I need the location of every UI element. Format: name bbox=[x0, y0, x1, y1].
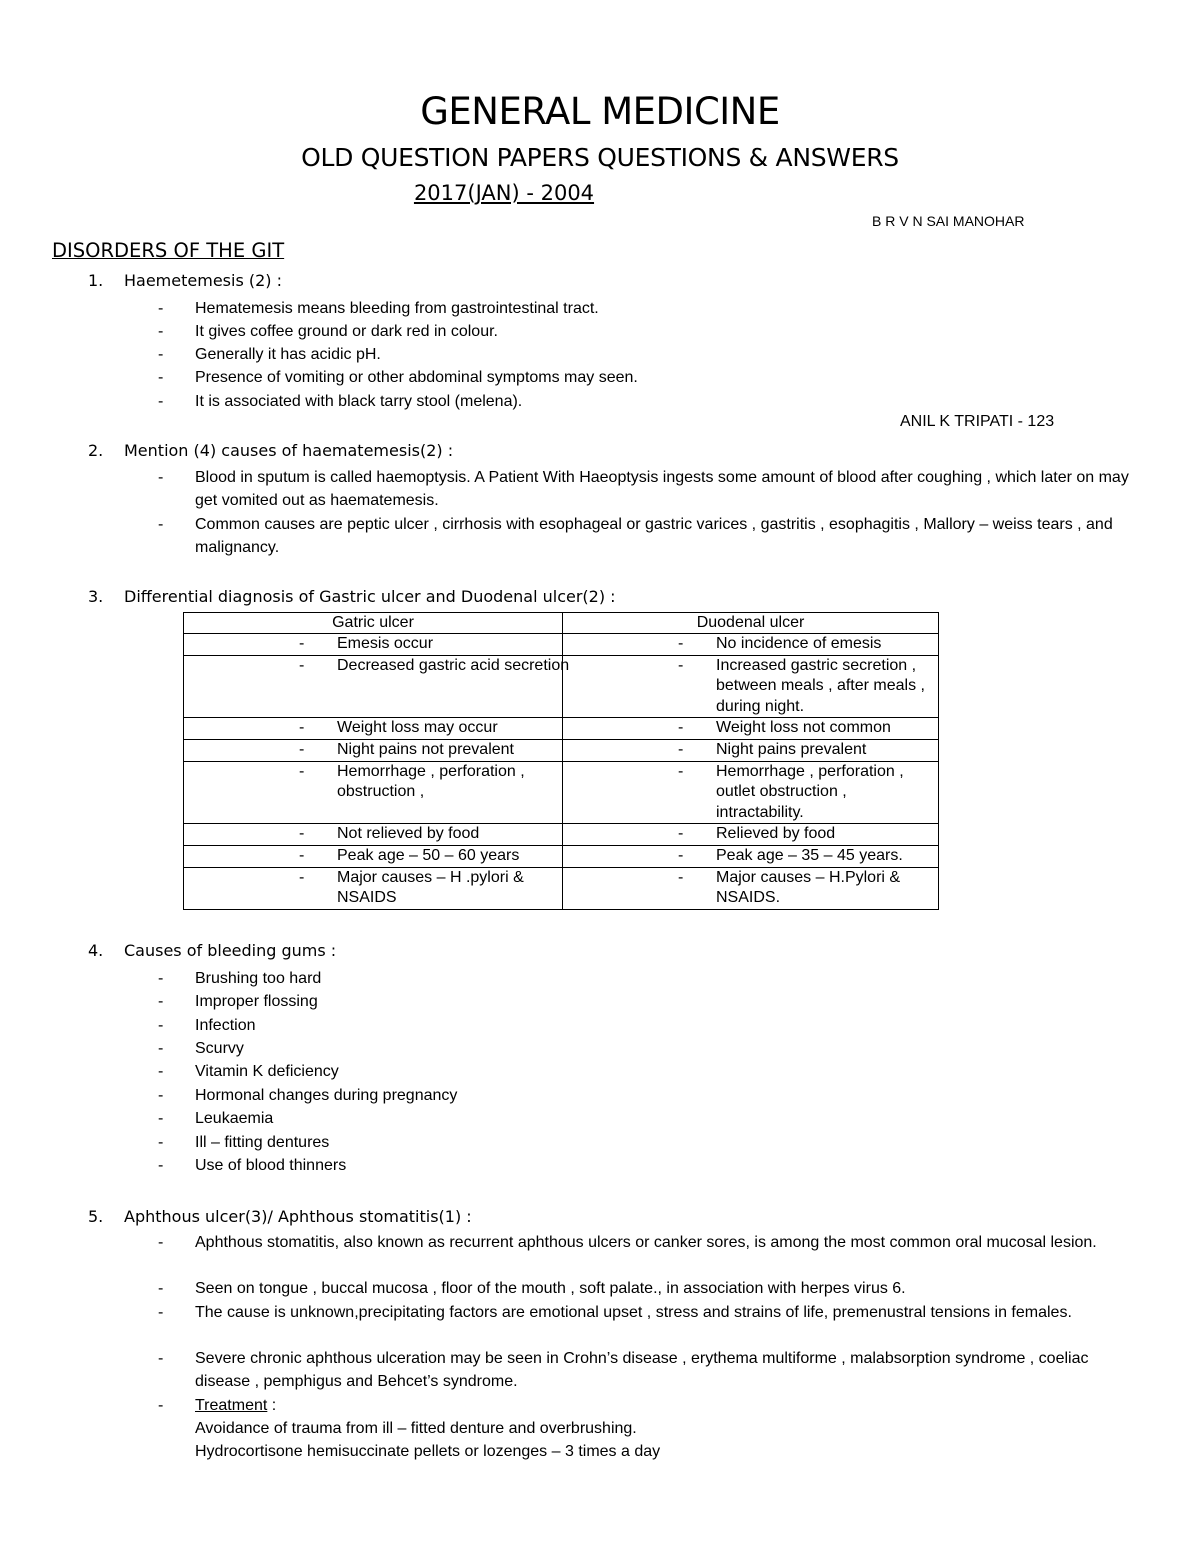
table-cell: Emesis occur bbox=[337, 635, 434, 652]
bullet-dash: - bbox=[158, 1110, 164, 1127]
bullet-dash: - bbox=[678, 825, 684, 843]
table-row bbox=[184, 655, 939, 718]
bullet-dash: - bbox=[158, 1157, 164, 1174]
author-name: B R V N SAI MANOHAR bbox=[872, 213, 1025, 229]
question-text: Causes of bleeding gums : bbox=[124, 941, 337, 960]
table-cell: Major causes – H.Pylori & NSAIDS. bbox=[716, 868, 901, 907]
table-cell: Peak age – 35 – 45 years. bbox=[716, 846, 903, 864]
list-item bbox=[158, 1037, 1148, 1060]
bullet-dash: - bbox=[158, 346, 164, 363]
bullet-dash: - bbox=[678, 762, 684, 780]
table-cell: Weight loss may occur bbox=[337, 719, 498, 737]
bullet-dash: - bbox=[158, 393, 164, 410]
bullet-text: Infection bbox=[195, 1017, 256, 1034]
bullet-dash: - bbox=[158, 1134, 164, 1151]
bullet-dash: - bbox=[299, 846, 305, 864]
list-item bbox=[158, 1060, 1148, 1083]
list-item bbox=[158, 1347, 1148, 1394]
list-item bbox=[158, 297, 1148, 320]
list-item bbox=[158, 1107, 1148, 1130]
section-title: DISORDERS OF THE GIT bbox=[52, 239, 285, 262]
question-text: Haemetemesis (2) : bbox=[124, 271, 282, 290]
list-item bbox=[158, 390, 1148, 413]
table-row bbox=[184, 718, 939, 740]
question-text: Aphthous ulcer(3)/ Aphthous stomatitis(1) : bbox=[124, 1207, 472, 1226]
question-heading bbox=[88, 441, 453, 460]
bullet-text: It gives coffee ground or dark red in colour. bbox=[195, 323, 498, 340]
years-text: 2017(JAN) - 2004 bbox=[413, 181, 595, 205]
bullet-text: Presence of vomiting or other abdominal symptoms may seen. bbox=[195, 369, 638, 386]
table-row bbox=[184, 761, 939, 824]
bullet-dash: - bbox=[158, 323, 164, 340]
bullet-dash: - bbox=[678, 656, 684, 674]
bullet-text: Vitamin K deficiency bbox=[195, 1063, 339, 1080]
table-row bbox=[184, 845, 939, 867]
bullet-dash: - bbox=[158, 993, 164, 1010]
bullet-text: Severe chronic aphthous ulceration may be seen in Crohn’s disease , erythema multiforme , malabsorption syndrome , coeliac disease , pemphigus and Behcet’s syndrome. bbox=[195, 1350, 1089, 1391]
bullet-dash: - bbox=[158, 1040, 164, 1057]
table-cell: Not relieved by food bbox=[337, 825, 480, 843]
document-years bbox=[0, 181, 1104, 205]
table-cell: Night pains not prevalent bbox=[337, 740, 514, 758]
bullet-dash: - bbox=[158, 369, 164, 386]
treatment-line: Avoidance of trauma from ill – fitted denture and overbrushing. bbox=[195, 1420, 637, 1437]
table-header-row bbox=[184, 613, 939, 634]
bullet-dash: - bbox=[158, 1397, 164, 1414]
list-item bbox=[158, 1084, 1148, 1107]
bullet-dash: - bbox=[158, 1280, 164, 1297]
table-row bbox=[184, 824, 939, 846]
signature-text: ANIL K TRIPATI - 123 bbox=[900, 413, 1055, 430]
bullet-text: Scurvy bbox=[195, 1040, 244, 1057]
bullet-dash: - bbox=[299, 740, 305, 758]
list-item bbox=[158, 1231, 1148, 1254]
bullet-dash: - bbox=[299, 635, 305, 652]
comparison-table bbox=[183, 612, 939, 910]
bullet-dash: - bbox=[158, 1234, 164, 1251]
list-item bbox=[158, 1394, 1148, 1417]
bullet-dash: - bbox=[158, 1087, 164, 1104]
table-cell: Peak age – 50 – 60 years bbox=[337, 846, 520, 864]
bullet-dash: - bbox=[678, 868, 684, 886]
bullet-text: It is associated with black tarry stool (melena). bbox=[195, 393, 523, 410]
table-cell: Increased gastric secretion , between meals , after meals , during night. bbox=[716, 656, 925, 715]
list-item bbox=[158, 967, 1148, 990]
list-item bbox=[158, 1277, 1148, 1300]
bullet-dash: - bbox=[299, 656, 305, 674]
question-text: Mention (4) causes of haematemesis(2) : bbox=[124, 441, 454, 460]
bullet-text: The cause is unknown,precipitating factors are emotional upset , stress and strains of life, premenustral tensions in females. bbox=[195, 1304, 1072, 1321]
bullet-dash: - bbox=[299, 762, 305, 780]
bullet-dash: - bbox=[299, 825, 305, 843]
document-title: GENERAL MEDICINE bbox=[420, 90, 780, 133]
question-number: 4. bbox=[88, 941, 104, 960]
bullet-dash: - bbox=[678, 740, 684, 758]
bullet-dash: - bbox=[299, 719, 305, 737]
list-item bbox=[158, 1154, 1148, 1177]
list-item bbox=[158, 1014, 1148, 1037]
bullet-dash: - bbox=[678, 719, 684, 737]
table-row bbox=[184, 739, 939, 761]
list-item bbox=[158, 466, 1148, 513]
table-cell: Weight loss not common bbox=[716, 719, 891, 737]
table-cell: Major causes – H .pylori & NSAIDS bbox=[337, 868, 524, 907]
question-number: 2. bbox=[88, 441, 104, 460]
question-number: 1. bbox=[88, 271, 104, 290]
bullet-text: Use of blood thinners bbox=[195, 1157, 347, 1174]
question-number: 5. bbox=[88, 1207, 104, 1226]
list-item bbox=[158, 513, 1148, 560]
question-heading bbox=[88, 271, 282, 290]
table-cell: No incidence of emesis bbox=[716, 635, 882, 652]
list-item bbox=[158, 320, 1148, 343]
document-subtitle: OLD QUESTION PAPERS QUESTIONS & ANSWERS bbox=[301, 143, 899, 172]
bullet-text: Blood in sputum is called haemoptysis. A Patient With Haeoptysis ingests some amount of blood after coughing , which later on may get vomited out as haematemesis. bbox=[195, 469, 1129, 510]
bullet-dash: - bbox=[158, 1063, 164, 1080]
bullet-dash: - bbox=[158, 516, 164, 533]
treatment-label-text: Treatment bbox=[195, 1397, 268, 1414]
treatment-line: Hydrocortisone hemisuccinate pellets or lozenges – 3 times a day bbox=[195, 1443, 661, 1460]
table-cell: Night pains prevalent bbox=[716, 740, 867, 758]
question-text: Differential diagnosis of Gastric ulcer and Duodenal ulcer(2) : bbox=[124, 587, 616, 606]
bullet-text: Common causes are peptic ulcer , cirrhosis with esophageal or gastric varices , gastritis , esophagitis , Mallory – weiss tears , and malignancy. bbox=[195, 516, 1113, 557]
bullet-text: Brushing too hard bbox=[195, 970, 322, 987]
bullet-dash: - bbox=[158, 1350, 164, 1367]
list-item bbox=[158, 1131, 1148, 1154]
question-heading bbox=[88, 587, 616, 606]
bullet-text: Ill – fitting dentures bbox=[195, 1134, 330, 1151]
table-row bbox=[184, 867, 939, 909]
bullet-text: Hematemesis means bleeding from gastrointestinal tract. bbox=[195, 300, 599, 317]
table-row bbox=[184, 634, 939, 656]
bullet-text: Hormonal changes during pregnancy bbox=[195, 1087, 458, 1104]
bullet-dash: - bbox=[158, 1017, 164, 1034]
table-cell: Decreased gastric acid secretion bbox=[337, 656, 570, 674]
question-heading bbox=[88, 941, 336, 960]
bullet-dash: - bbox=[299, 868, 305, 886]
list-item bbox=[158, 343, 1148, 366]
bullet-dash: - bbox=[158, 469, 164, 486]
bullet-dash: - bbox=[678, 846, 684, 864]
treatment-colon: : bbox=[267, 1397, 277, 1414]
bullet-dash: - bbox=[158, 1304, 164, 1321]
bullet-text: Generally it has acidic pH. bbox=[195, 346, 381, 363]
bullet-text: Improper flossing bbox=[195, 993, 318, 1010]
question-heading bbox=[88, 1207, 472, 1226]
treatment-label bbox=[195, 1394, 1148, 1417]
list-item bbox=[158, 1301, 1148, 1324]
bullet-dash: - bbox=[158, 300, 164, 317]
question-number: 3. bbox=[88, 587, 104, 606]
bullet-text: Seen on tongue , buccal mucosa , floor of the mouth , soft palate., in association with herpes virus 6. bbox=[195, 1280, 906, 1297]
list-item bbox=[158, 366, 1148, 389]
table-cell: Hemorrhage , perforation , outlet obstruction , intractability. bbox=[716, 762, 904, 821]
bullet-text: Aphthous stomatitis, also known as recurrent aphthous ulcers or canker sores, is among the most common oral mucosal lesion. bbox=[195, 1234, 1097, 1251]
column-header: Duodenal ulcer bbox=[563, 613, 939, 634]
bullet-text: Leukaemia bbox=[195, 1110, 274, 1127]
bullet-dash: - bbox=[678, 635, 684, 652]
table-cell: Relieved by food bbox=[716, 825, 836, 843]
bullet-dash: - bbox=[158, 970, 164, 987]
list-item bbox=[158, 990, 1148, 1013]
column-header: Gatric ulcer bbox=[184, 613, 563, 634]
table-cell: Hemorrhage , perforation , obstruction , bbox=[337, 762, 525, 801]
